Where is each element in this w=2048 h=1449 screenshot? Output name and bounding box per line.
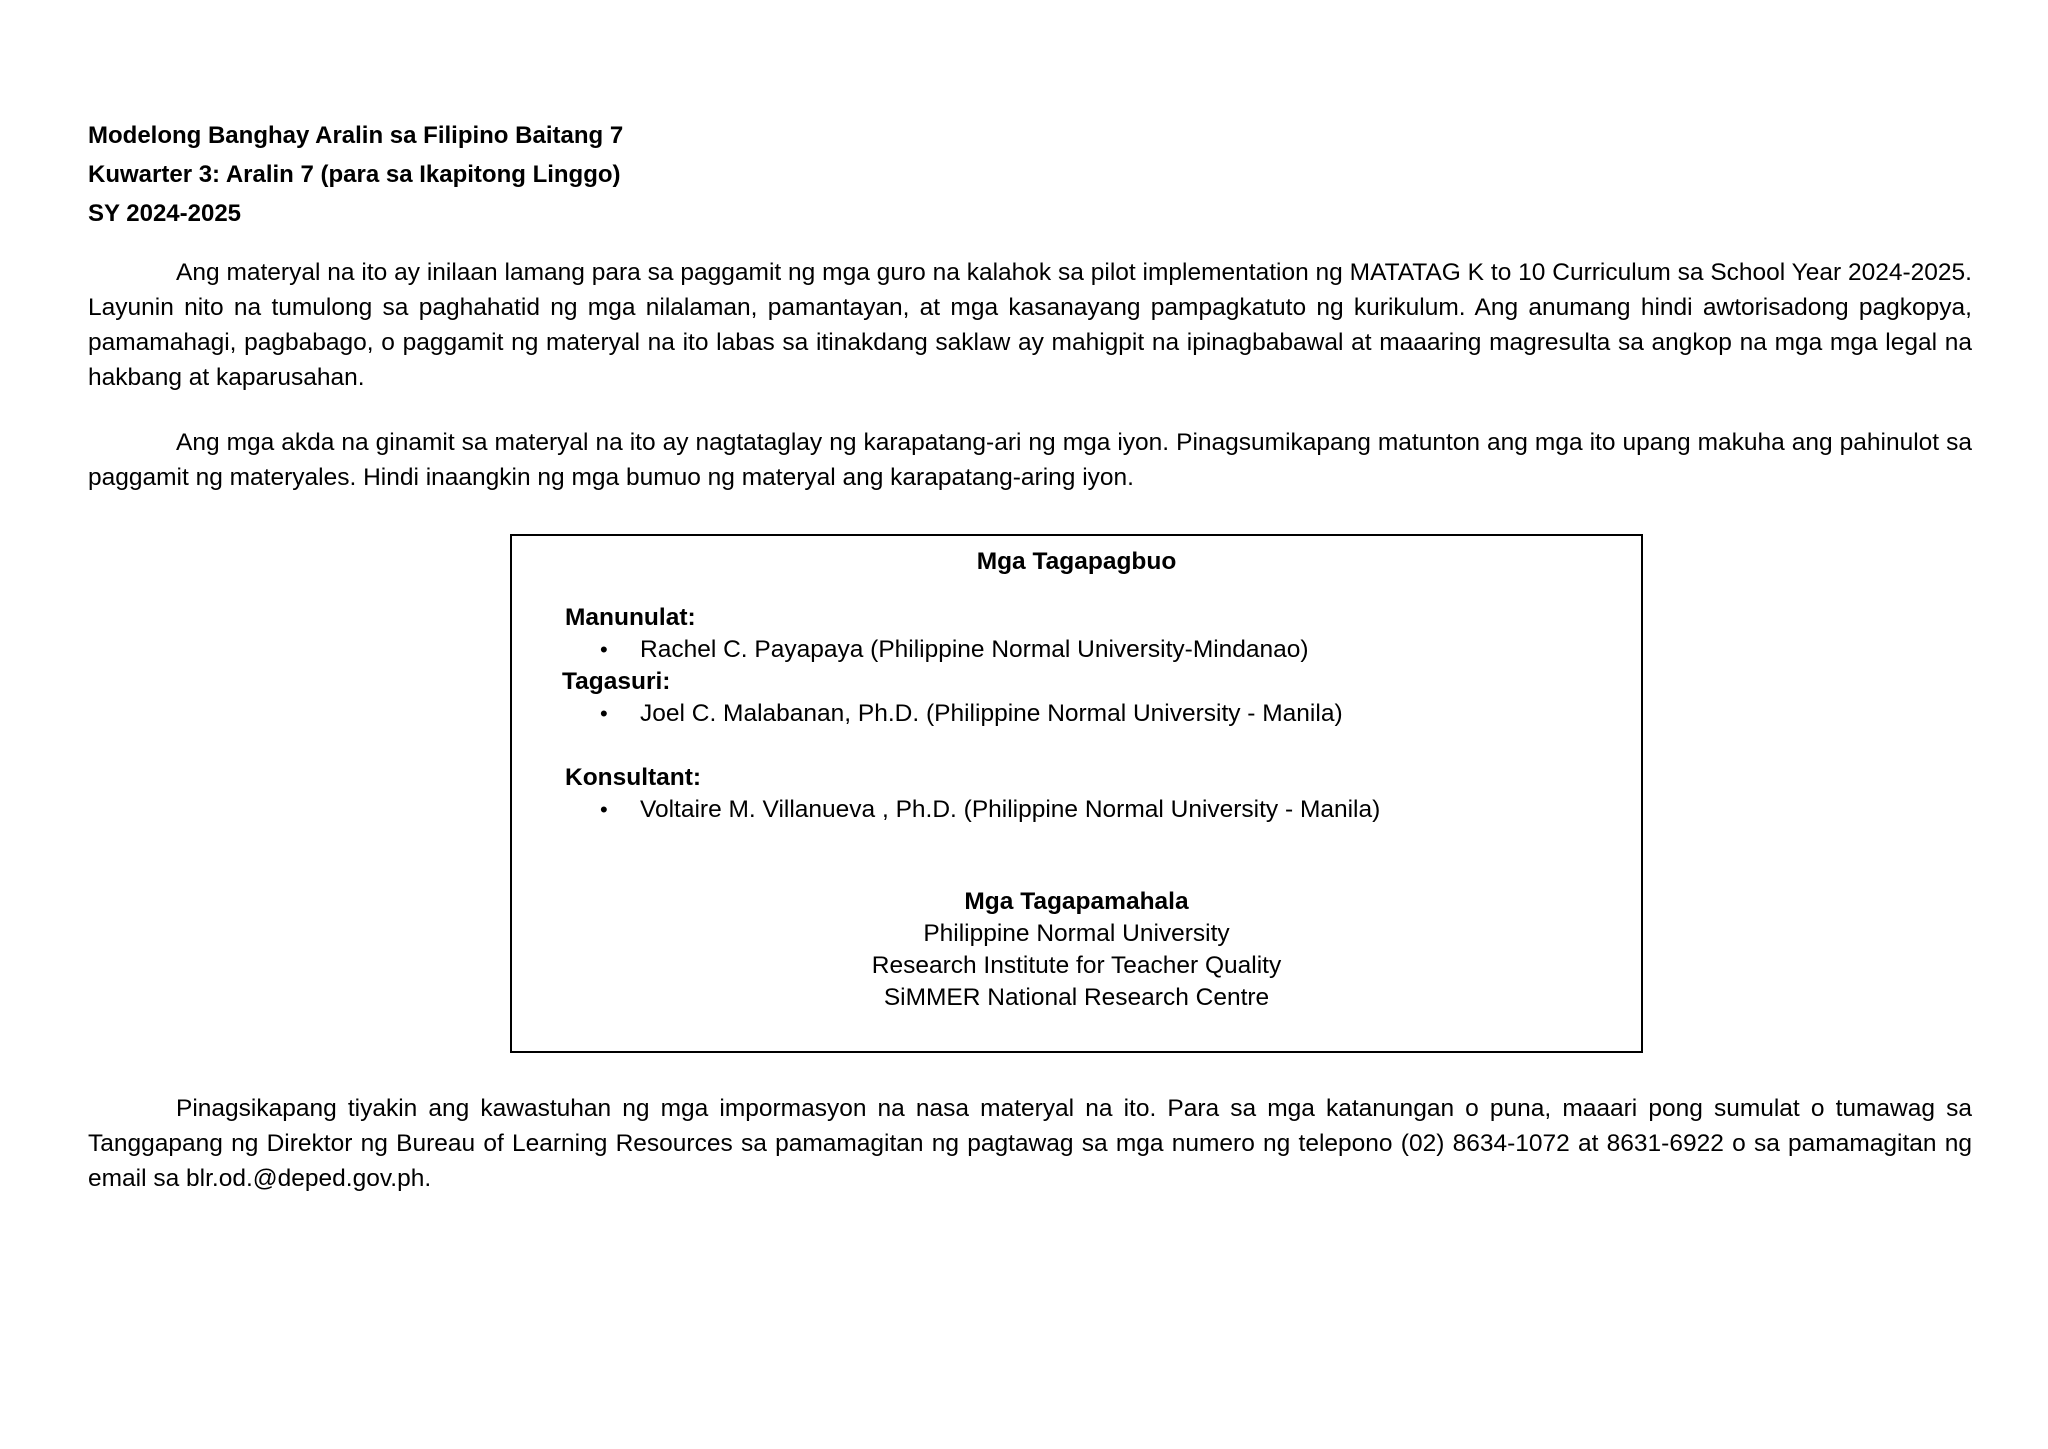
writer-name: Rachel C. Payapaya (Philippine Normal University-Mindanao) [640,636,1309,663]
managers-title: Mga Tagapamahala [964,888,1189,915]
writer-label: Manunulat: [565,604,696,631]
school-year: SY 2024-2025 [88,200,242,227]
manager-line: Philippine Normal University [923,920,1230,947]
manager-line: SiMMER National Research Centre [883,984,1270,1011]
credits-box [510,534,1643,1053]
disclaimer-paragraph: Ang materyal na ito ay inilaan lamang para sa paggamit ng mga guro na kalahok sa pilot implementation ng MATATAG K to 10 Curriculum sa School Year 2024-2025. Layunin nito na tumulong sa paghahatid ng mga nilalaman, pamantayan, at mga kasanayang pampagkatuto ng kurikulum. Ang anumang hindi awtorisadong pagkopya, pamamahagi, pagbabago, o paggamit ng materyal na ito labas sa itinakdang saklaw ay mahigpit na ipinagbabawal at maaaring magresulta sa angkop na mga mga legal na hakbang at kaparusahan. [88,259,1972,391]
lesson-title: Modelong Banghay Aralin sa Filipino Baitang 7 [88,122,624,149]
bullet: • [600,701,608,726]
consultant-name: Voltaire M. Villanueva , Ph.D. (Philippine Normal University - Manila) [640,796,1381,823]
reviewer-name: Joel C. Malabanan, Ph.D. (Philippine Normal University - Manila) [640,700,1343,727]
document-header [88,116,1972,233]
reviewer-label: Tagasuri: [562,668,671,695]
contact-paragraph: Pinagsikapang tiyakin ang kawastuhan ng mga impormasyon na nasa materyal na ito. Para sa mga katanungan o puna, maaari pong sumulat o tumawag sa Tanggapang ng Direktor ng Bureau of Learning Resources sa pamamagitan ng pagtawag sa mga numero ng telepono (02) 8634-1072 at 8631-6922 o sa pamamagitan ng email sa blr.od.@deped.gov.ph. [88,1095,1972,1192]
copyright-paragraph: Ang mga akda na ginamit sa materyal na ito ay nagtataglay ng karapatang-ari ng mga iyon. Pinagsumikapang matunton ang mga ito upang makuha ang pahinulot sa paggamit ng materyales. Hindi inaangkin ng mga bumuo ng materyal ang karapatang-aring iyon. [88,429,1972,491]
credits-title: Mga Tagapagbuo [976,548,1177,575]
bullet: • [600,797,608,822]
manager-line: Research Institute for Teacher Quality [871,952,1282,979]
document-page [88,0,1972,1449]
bullet: • [600,637,608,662]
quarter-lesson: Kuwarter 3: Aralin 7 (para sa Ikapitong Linggo) [88,161,621,188]
consultant-label: Konsultant: [565,764,702,791]
